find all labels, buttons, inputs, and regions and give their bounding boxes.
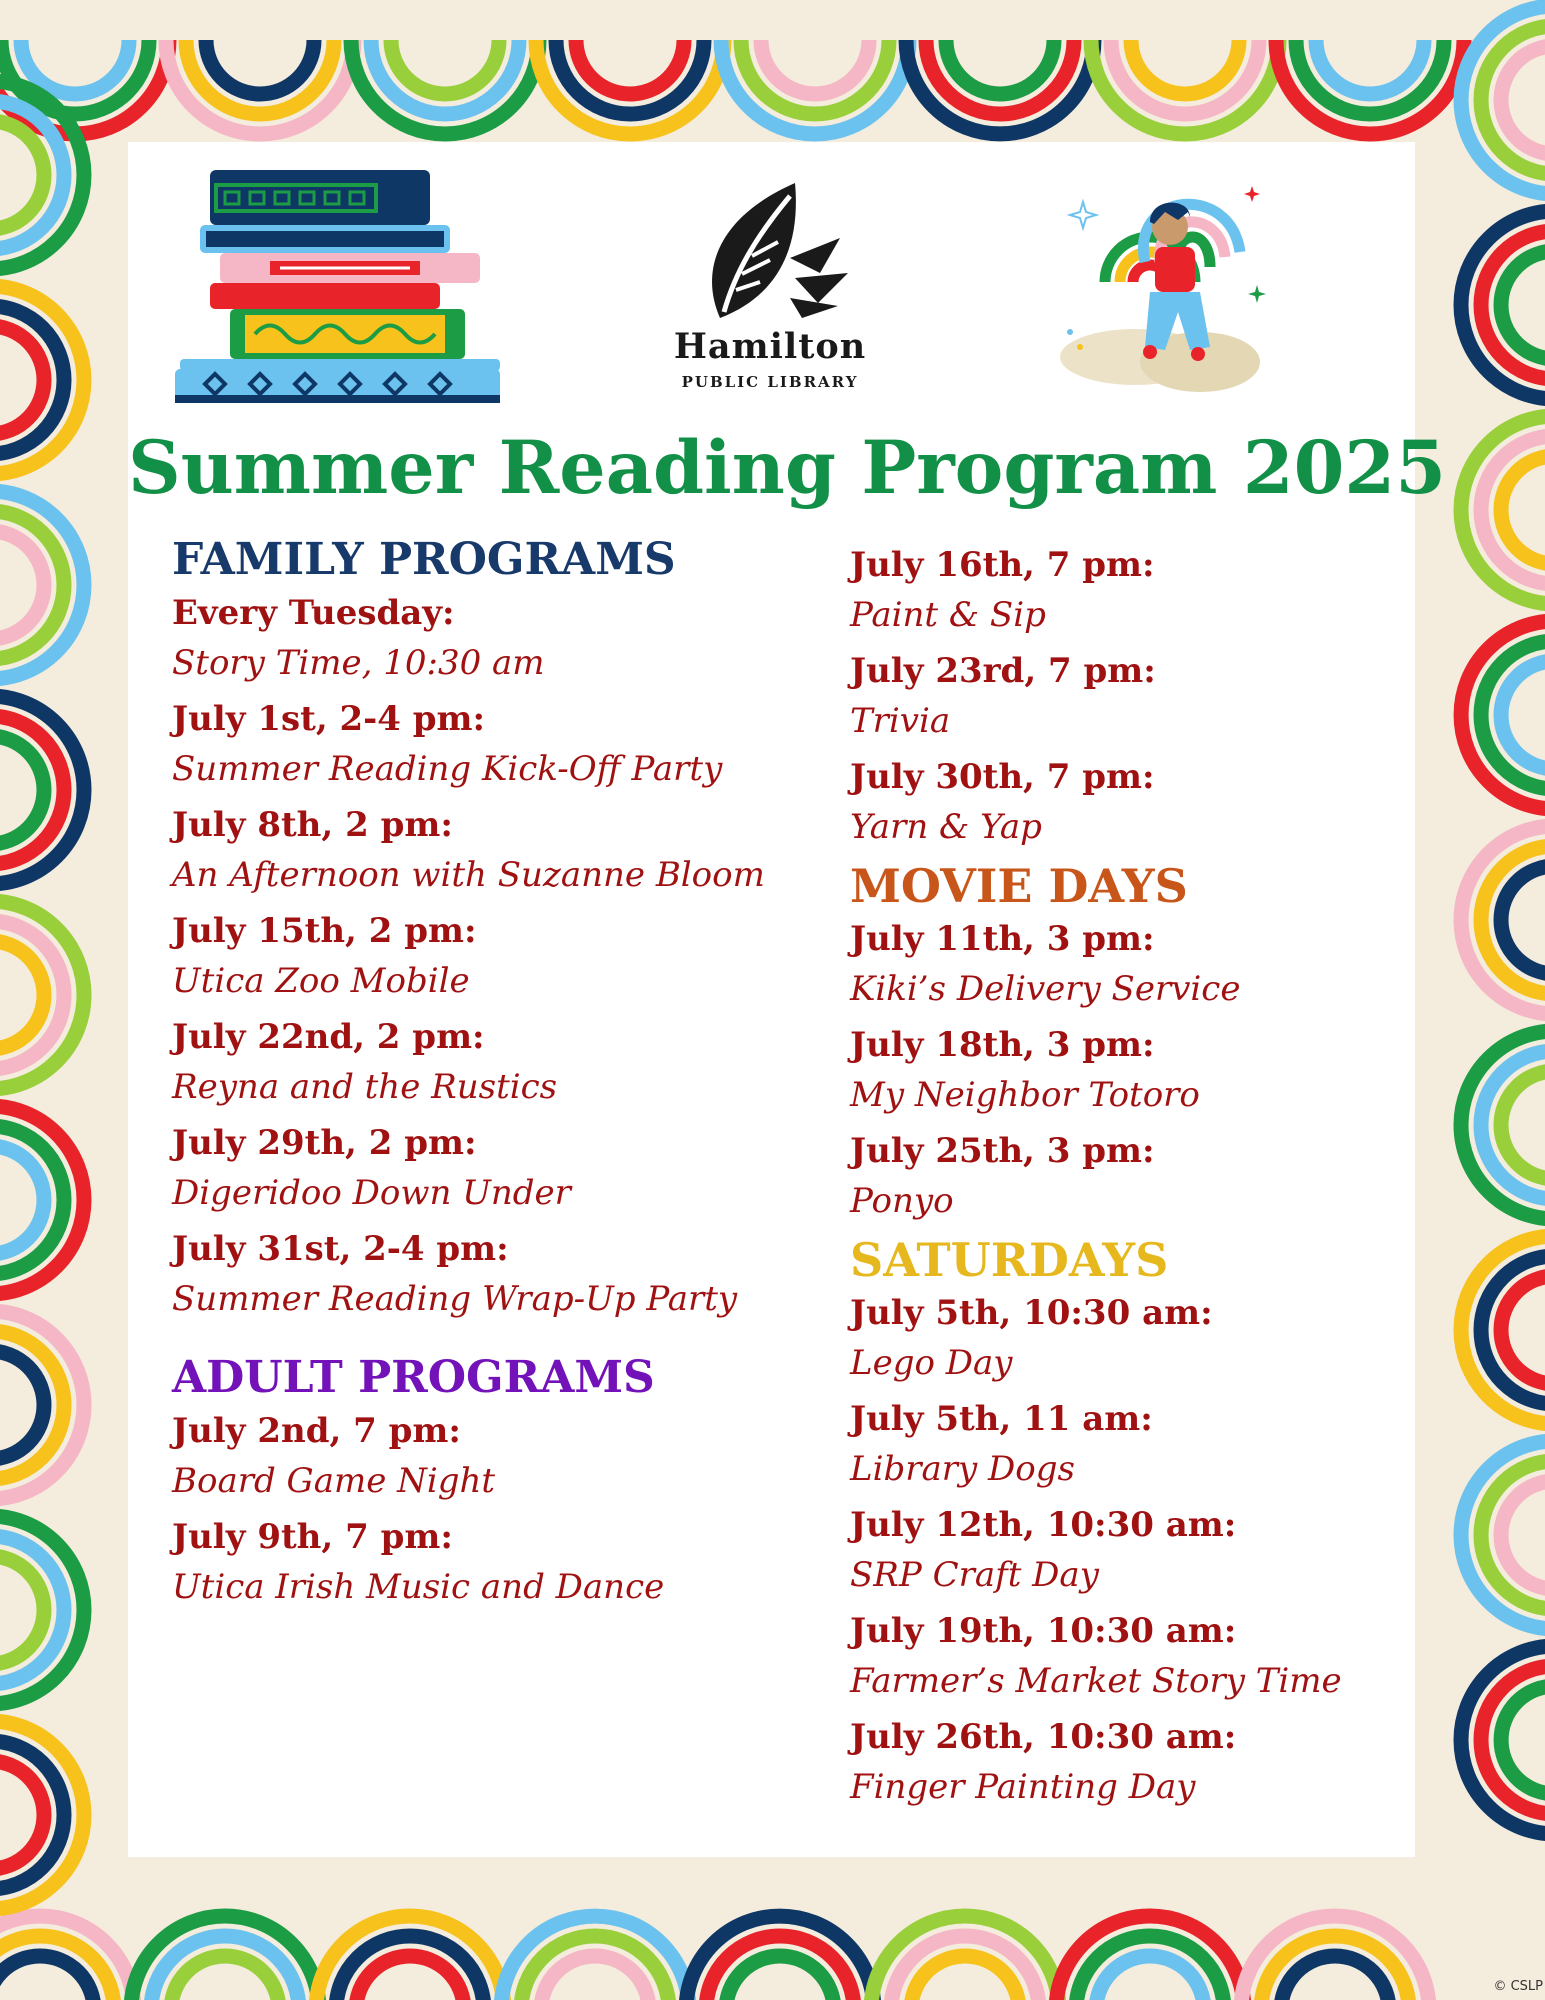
arch-ring	[726, 1956, 834, 2000]
rainbow-arch	[0, 286, 84, 474]
arch-ring	[1316, 40, 1424, 94]
event-date: July 15th, 2 pm:	[172, 911, 477, 951]
event-item	[172, 906, 812, 1006]
rainbow-arch	[906, 40, 1094, 134]
event-title: Lego Day	[850, 1343, 1013, 1383]
rainbow-arch	[501, 1916, 689, 2000]
rainbow-arch	[871, 1916, 1059, 2000]
arch-ring	[541, 1956, 649, 2000]
rainbow-arch	[1056, 1916, 1244, 2000]
arch-ring	[206, 40, 314, 94]
rainbow-arch	[536, 40, 724, 134]
event-title: Summer Reading Wrap-Up Party	[172, 1279, 738, 1319]
event-title: Board Game Night	[172, 1461, 496, 1501]
event-item	[850, 540, 1390, 640]
event-title: Paint & Sip	[850, 595, 1046, 635]
rainbow-arch	[351, 40, 539, 134]
event-title: SRP Craft Day	[850, 1555, 1099, 1595]
event-title: Finger Painting Day	[850, 1767, 1196, 1807]
event-title: Summer Reading Kick-Off Party	[172, 749, 723, 789]
arch-ring	[0, 736, 44, 844]
event-title: Utica Zoo Mobile	[172, 961, 470, 1001]
section-heading: MOVIE DAYS	[850, 859, 1188, 913]
library-name: Hamilton	[673, 326, 867, 367]
event-item	[850, 646, 1390, 746]
child-reading-illustration	[1050, 172, 1280, 402]
event-item	[850, 1606, 1390, 1706]
event-date: July 5th, 11 am:	[850, 1399, 1153, 1439]
arch-ring	[0, 326, 44, 434]
rainbow-arch	[721, 40, 909, 134]
rainbow-arch	[1461, 1031, 1545, 1219]
event-item	[850, 1020, 1390, 1120]
event-title: Reyna and the Rustics	[172, 1067, 558, 1107]
event-item	[172, 1118, 812, 1218]
event-item	[172, 1512, 812, 1612]
arch-ring	[391, 40, 499, 94]
event-date: July 26th, 10:30 am:	[850, 1717, 1237, 1757]
arch-ring	[1501, 1071, 1545, 1179]
rainbow-arch	[1461, 1646, 1545, 1834]
arch-ring	[761, 40, 869, 94]
event-title: An Afternoon with Suzanne Bloom	[172, 855, 765, 895]
arch-ring	[1501, 456, 1545, 564]
event-item	[850, 1126, 1390, 1226]
event-date: July 23rd, 7 pm:	[850, 651, 1156, 691]
event-title: Story Time, 10:30 am	[172, 643, 545, 683]
event-date: July 16th, 7 pm:	[850, 545, 1155, 585]
saturdays-section	[850, 1232, 1390, 1812]
rainbow-arch	[0, 696, 84, 884]
arch-ring	[0, 121, 44, 229]
rainbow-arch	[1461, 416, 1545, 604]
rainbow-arch	[1461, 211, 1545, 399]
event-title: Utica Irish Music and Dance	[172, 1567, 665, 1607]
library-subtitle: PUBLIC LIBRARY	[681, 373, 859, 391]
arch-ring	[1501, 1686, 1545, 1794]
event-title: Library Dogs	[850, 1449, 1075, 1489]
rainbow-arch	[0, 901, 84, 1089]
event-date: July 19th, 10:30 am:	[850, 1611, 1237, 1651]
event-date: July 9th, 7 pm:	[172, 1517, 453, 1557]
event-date: July 18th, 3 pm:	[850, 1025, 1155, 1065]
arch-ring	[0, 1761, 44, 1869]
arch-ring	[1501, 866, 1545, 974]
rainbow-arch	[0, 1106, 84, 1294]
event-item	[172, 1406, 812, 1506]
right-column	[850, 540, 1390, 1818]
rainbow-arch	[686, 1916, 874, 2000]
arch-ring	[0, 531, 44, 639]
arch-ring	[0, 1351, 44, 1459]
event-item	[172, 800, 812, 900]
family-programs-section	[172, 532, 812, 1324]
book-stack-icon	[170, 165, 515, 405]
rainbow-arch	[1461, 6, 1545, 194]
arch-ring	[1501, 251, 1545, 359]
arch-ring	[1131, 40, 1239, 94]
rainbow-arch	[131, 1916, 319, 2000]
arch-ring	[576, 40, 684, 94]
event-item	[850, 1500, 1390, 1600]
event-date: July 11th, 3 pm:	[850, 919, 1155, 959]
rainbow-arch	[0, 1311, 84, 1499]
rainbow-arch	[316, 1916, 504, 2000]
arch-ring	[1096, 1956, 1204, 2000]
arch-ring	[1501, 1276, 1545, 1384]
copyright-notice: © CSLP	[1493, 1979, 1543, 1994]
arch-ring	[946, 40, 1054, 94]
event-date: July 30th, 7 pm:	[850, 757, 1155, 797]
event-date: Every Tuesday:	[172, 593, 455, 633]
event-item	[172, 694, 812, 794]
event-title: Yarn & Yap	[850, 807, 1042, 847]
rainbow-arch	[1091, 40, 1279, 134]
left-column	[172, 532, 812, 1618]
arch-ring	[0, 1146, 44, 1254]
rainbow-arch	[1461, 1441, 1545, 1629]
library-logo	[655, 178, 885, 403]
section-heading: FAMILY PROGRAMS	[172, 534, 676, 585]
arch-ring	[0, 1556, 44, 1664]
event-date: July 1st, 2-4 pm:	[172, 699, 486, 739]
section-heading: ADULT PROGRAMS	[172, 1352, 655, 1403]
rainbow-arch	[0, 1721, 84, 1909]
event-date: July 31st, 2-4 pm:	[172, 1229, 509, 1269]
rainbow-arch	[1461, 1236, 1545, 1424]
event-title: My Neighbor Totoro	[850, 1075, 1200, 1115]
event-date: July 12th, 10:30 am:	[850, 1505, 1237, 1545]
arch-ring	[1281, 1956, 1389, 2000]
rainbow-arch	[1461, 621, 1545, 809]
event-date: July 22nd, 2 pm:	[172, 1017, 485, 1057]
event-item	[850, 752, 1390, 852]
event-item	[850, 1394, 1390, 1494]
event-date: July 2nd, 7 pm:	[172, 1411, 461, 1451]
rainbow-arch	[1461, 826, 1545, 1014]
arch-ring	[1501, 1481, 1545, 1589]
page-title: Summer Reading Program 2025	[128, 425, 1446, 511]
event-item	[172, 1224, 812, 1324]
rainbow-arch	[1276, 40, 1464, 134]
rainbow-arch	[0, 491, 84, 679]
movie-days-section	[850, 858, 1390, 1226]
event-title: Farmer’s Market Story Time	[850, 1661, 1342, 1701]
leaf-icon	[690, 178, 850, 328]
arch-ring	[356, 1956, 464, 2000]
events-section	[850, 540, 1390, 852]
event-date: July 5th, 10:30 am:	[850, 1293, 1213, 1333]
rainbow-arch	[1241, 1916, 1429, 2000]
rainbow-arch	[0, 1916, 134, 2000]
arch-ring	[0, 1956, 94, 2000]
section-heading: SATURDAYS	[850, 1233, 1169, 1287]
event-title: Ponyo	[850, 1181, 954, 1221]
event-title: Digeridoo Down Under	[172, 1173, 571, 1213]
event-date: July 29th, 2 pm:	[172, 1123, 477, 1163]
event-item	[172, 588, 812, 688]
event-item	[850, 914, 1390, 1014]
rainbow-arch	[166, 40, 354, 134]
arch-ring	[0, 941, 44, 1049]
rainbow-arch	[0, 1516, 84, 1704]
event-item	[850, 1712, 1390, 1812]
arch-ring	[911, 1956, 1019, 2000]
event-item	[850, 1288, 1390, 1388]
event-title: Kiki’s Delivery Service	[850, 969, 1241, 1009]
event-title: Trivia	[850, 701, 951, 741]
arch-ring	[171, 1956, 279, 2000]
event-date: July 25th, 3 pm:	[850, 1131, 1155, 1171]
event-date: July 8th, 2 pm:	[172, 805, 453, 845]
arch-ring	[1501, 46, 1545, 154]
event-item	[172, 1012, 812, 1112]
adult-programs-section	[172, 1350, 812, 1612]
arch-ring	[1501, 661, 1545, 769]
